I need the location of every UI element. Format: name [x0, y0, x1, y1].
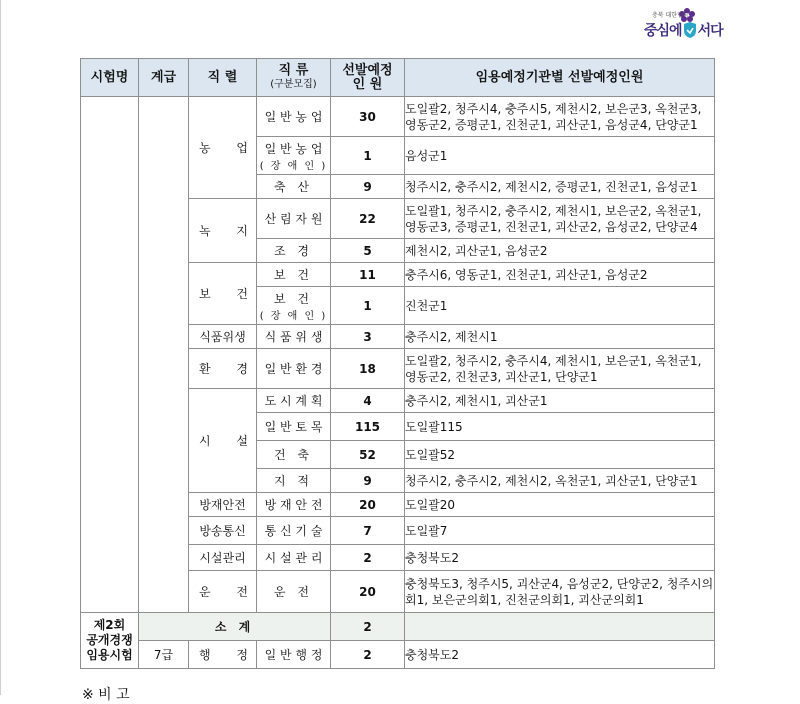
count-cell: 115	[331, 413, 405, 441]
detail-cell: 도일괄7	[405, 517, 715, 545]
type-cell	[257, 239, 331, 263]
remarks-note: ※ 비 고	[82, 687, 130, 703]
count-cell: 20	[331, 493, 405, 517]
second-exam-line2: 공개경쟁	[86, 633, 133, 647]
series-env-char1: 환	[199, 362, 211, 376]
table-row	[81, 97, 715, 137]
series-env-char2: 경	[236, 362, 248, 376]
type-sublabel: ( 장 애 인 )	[259, 310, 328, 322]
type-cell	[257, 545, 331, 571]
series-drive	[189, 571, 257, 613]
count-cell: 3	[331, 325, 405, 349]
series-agri	[189, 97, 257, 199]
count-cell: 4	[331, 389, 405, 413]
count-cell: 18	[331, 349, 405, 389]
count-cell: 5	[331, 239, 405, 263]
count-cell: 9	[331, 469, 405, 493]
header-count-line2: 인 원	[352, 76, 383, 92]
detail-cell: 도일괄1, 청주시2, 충주시2, 제천시1, 보은군2, 옥천군1, 영동군3, 증평군1, 진천군1, 괴산군2, 음성군2, 단양군4	[405, 199, 715, 239]
header-type-sub: (구분모집)	[270, 78, 317, 90]
count-cell: 2	[331, 545, 405, 571]
detail-cell: 충청북도2	[405, 545, 715, 571]
series-health-char1: 보	[199, 287, 211, 301]
subtotal-detail	[405, 613, 715, 641]
series-forest-char2: 지	[236, 224, 248, 238]
type-label: 방 재 안 전	[264, 498, 323, 512]
header-detail: 임용예정기관별 선발예정인원	[405, 59, 715, 97]
series-forest-char1: 녹	[199, 224, 211, 238]
series-agri-char1: 농	[199, 141, 211, 155]
detail-cell: 충청북도2	[405, 641, 715, 669]
type-cell	[257, 517, 331, 545]
type-label: 운 전	[274, 585, 313, 599]
count-cell: 52	[331, 441, 405, 469]
detail-cell: 제천시2, 괴산군1, 음성군2	[405, 239, 715, 263]
type-cell	[257, 493, 331, 517]
type-cell	[257, 349, 331, 389]
subtotal-row	[81, 613, 715, 641]
series-admin-char2: 정	[236, 648, 248, 662]
series-disaster: 방재안전	[189, 493, 257, 517]
rank-cell-first	[139, 97, 189, 613]
type-cell	[257, 469, 331, 493]
detail-cell: 충청북도3, 청주시5, 괴산군4, 음성군2, 단양군2, 청주시의회1, 보은군의회1, 진천군의회1, 괴산군의회1	[405, 571, 715, 613]
header-rank: 계급	[139, 59, 189, 97]
chungbuk-logo	[640, 6, 740, 42]
second-exam-line1: 제2회	[93, 618, 126, 632]
subtotal-count: 2	[331, 613, 405, 641]
series-facility-mgmt: 시설관리	[189, 545, 257, 571]
series-facility-char2: 설	[236, 434, 248, 448]
detail-cell: 음성군1	[405, 137, 715, 175]
count-cell: 22	[331, 199, 405, 239]
detail-cell: 충주시2, 제천시1, 괴산군1	[405, 389, 715, 413]
type-cell	[257, 413, 331, 441]
type-label: 일 반 토 목	[264, 420, 323, 434]
detail-cell: 도일괄52	[405, 441, 715, 469]
count-cell: 30	[331, 97, 405, 137]
series-admin-char1: 행	[199, 648, 211, 662]
detail-cell: 충주시2, 제천시1	[405, 325, 715, 349]
series-health	[189, 263, 257, 325]
count-cell: 1	[331, 137, 405, 175]
series-facility	[189, 389, 257, 493]
series-agri-char2: 업	[236, 141, 248, 155]
table-header-row	[81, 59, 715, 97]
header-count-line1: 선발예정	[342, 62, 393, 78]
header-count	[331, 59, 405, 97]
series-broadcast: 방송통신	[189, 517, 257, 545]
detail-cell: 도일괄2, 청주시2, 충주시4, 제천시1, 보은군1, 옥천군1, 영동군2, 진천군3, 괴산군1, 단양군1	[405, 349, 715, 389]
logo-text-left: 중심에	[644, 23, 682, 39]
type-label: 일 반 행 정	[264, 648, 323, 662]
series-health-char2: 건	[236, 287, 248, 301]
type-cell	[257, 325, 331, 349]
type-cell	[257, 199, 331, 239]
type-label: 건 축	[274, 448, 313, 462]
type-label: 축 산	[274, 180, 313, 194]
type-label: 시 설 관 리	[264, 551, 323, 565]
type-label: 보 건	[274, 268, 313, 282]
second-exam-line3: 임용시험	[86, 648, 133, 662]
recruitment-table	[80, 58, 715, 669]
type-label: 산 림 자 원	[264, 212, 323, 226]
type-cell	[257, 263, 331, 287]
type-label: 일 반 농 업	[264, 110, 323, 124]
table-row	[81, 641, 715, 669]
detail-cell: 도일괄20	[405, 493, 715, 517]
header-type	[257, 59, 331, 97]
series-drive-char2: 전	[236, 585, 248, 599]
series-forest	[189, 199, 257, 263]
type-cell	[257, 97, 331, 137]
type-label: 보 건	[274, 291, 313, 306]
series-admin	[189, 641, 257, 669]
detail-cell: 청주시2, 충주시2, 제천시2, 증평군1, 진천군1, 음성군1	[405, 175, 715, 199]
count-cell: 2	[331, 641, 405, 669]
type-label: 일 반 환 경	[264, 362, 323, 376]
count-cell: 1	[331, 287, 405, 325]
type-label: 조 경	[274, 244, 313, 258]
detail-cell: 도일괄2, 청주시4, 충주시5, 제천시2, 보은군3, 옥천군3, 영동군2, 증평군1, 진천군1, 괴산군1, 음성군4, 단양군1	[405, 97, 715, 137]
type-label: 통 신 기 술	[264, 524, 323, 538]
type-label: 일 반 농 업	[264, 141, 323, 156]
subtotal-label	[139, 613, 331, 641]
logo-small-text: 충북 대한민국	[652, 12, 689, 19]
count-cell: 9	[331, 175, 405, 199]
subtotal-label-text: 소 계	[214, 620, 255, 634]
count-cell: 7	[331, 517, 405, 545]
series-drive-char1: 운	[199, 585, 211, 599]
type-cell	[257, 137, 331, 175]
header-type-label: 직 류	[278, 62, 309, 78]
detail-cell: 진천군1	[405, 287, 715, 325]
type-label: 식 품 위 생	[264, 330, 323, 344]
type-cell	[257, 175, 331, 199]
type-cell	[257, 441, 331, 469]
type-label: 지 적	[274, 474, 313, 488]
count-cell: 11	[331, 263, 405, 287]
type-label: 도 시 계 획	[264, 394, 323, 408]
type-cell	[257, 571, 331, 613]
detail-cell: 충주시6, 영동군1, 진천군1, 괴산군1, 음성군2	[405, 263, 715, 287]
second-exam-name	[81, 613, 139, 669]
type-cell	[257, 389, 331, 413]
type-sublabel: ( 장 애 인 )	[259, 160, 328, 172]
exam-cell-first	[81, 97, 139, 613]
header-series: 직 렬	[189, 59, 257, 97]
series-food: 식품위생	[189, 325, 257, 349]
type-cell	[257, 641, 331, 669]
detail-cell: 청주시2, 충주시2, 제천시2, 옥천군1, 괴산군1, 단양군1	[405, 469, 715, 493]
logo-slogan	[644, 20, 723, 40]
type-cell	[257, 287, 331, 325]
series-env	[189, 349, 257, 389]
count-cell: 20	[331, 571, 405, 613]
detail-cell: 도일괄115	[405, 413, 715, 441]
shield-icon	[683, 22, 697, 38]
series-facility-char1: 시	[199, 434, 211, 448]
logo-text-right: 서다	[697, 23, 723, 39]
header-exam: 시험명	[81, 59, 139, 97]
rank-cell: 7급	[139, 641, 189, 669]
